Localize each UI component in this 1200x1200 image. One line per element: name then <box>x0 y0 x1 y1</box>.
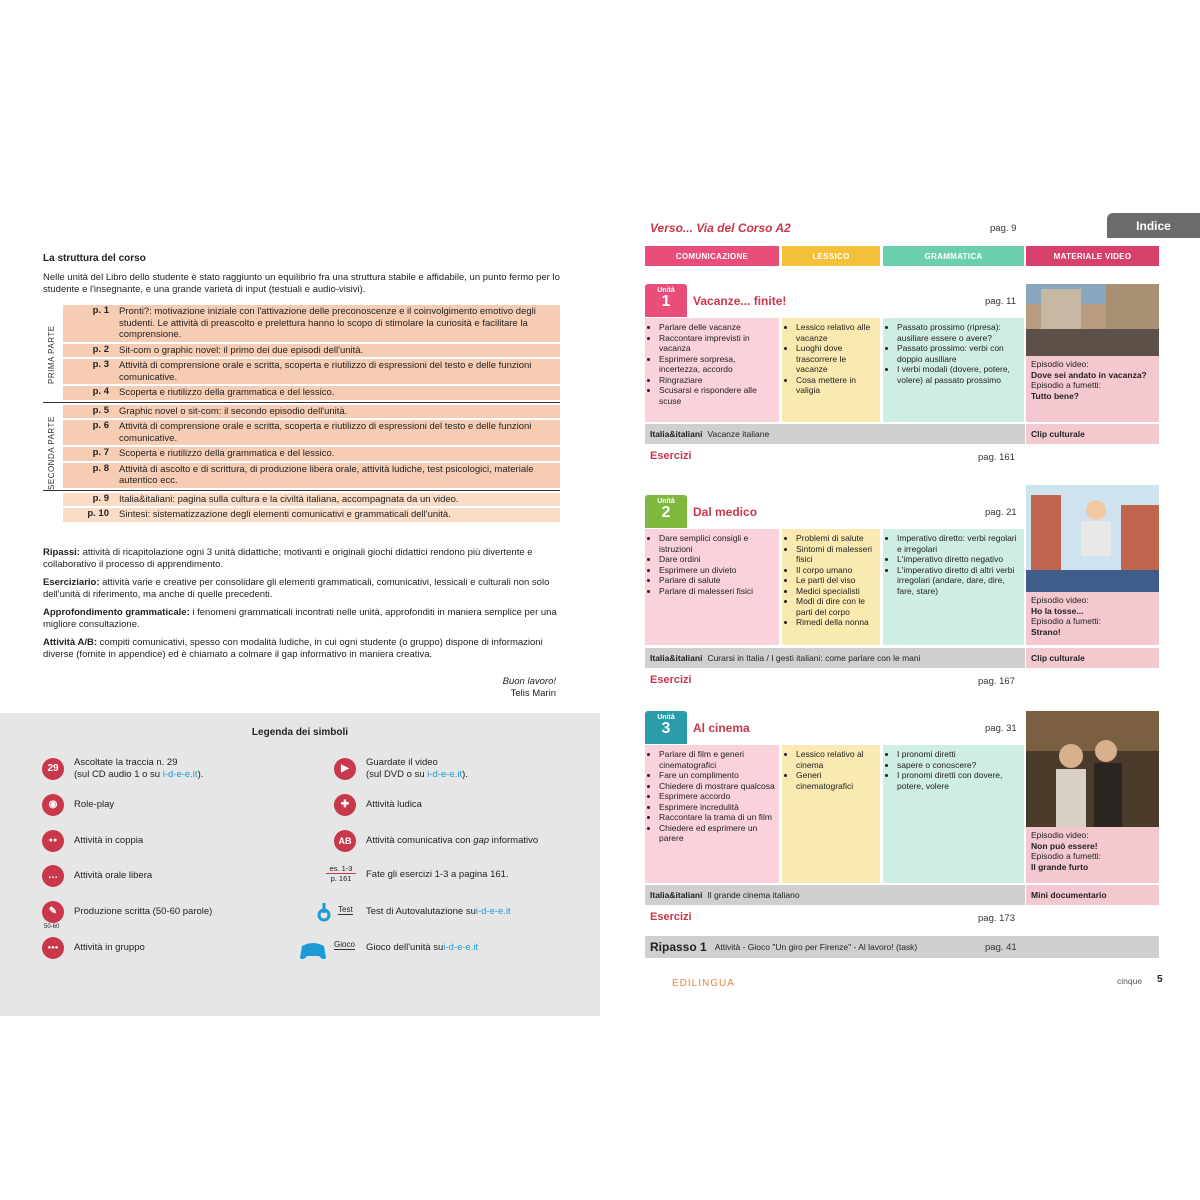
legend-item-gruppo: ●●● Attività in gruppo <box>42 937 145 959</box>
signature: Buon lavoro! Telis Marin <box>502 676 556 699</box>
part-row: p. 7 Scoperta e riutilizzo della grammatica e del lessico. <box>63 447 560 461</box>
list-item: • Generi cinematografici <box>796 770 876 791</box>
publisher-logo: EDILINGUA <box>672 978 735 989</box>
unit-2-clip: Clip culturale <box>1026 648 1159 668</box>
test-icon <box>313 900 335 922</box>
list-item: • Chiedere ed esprimere un parere <box>659 823 775 844</box>
list-item: • Esprimere incredulità <box>659 802 775 813</box>
gioco-label: Gioco <box>334 940 355 949</box>
list-item: • Dare semplici consigli e istruzioni <box>659 533 775 554</box>
unit-2-comunicazione <box>645 529 779 645</box>
list-item: • sapere o conoscere? <box>897 760 1020 771</box>
list-item: • Chiedere di mostrare qualcosa <box>659 781 775 792</box>
parts-table <box>43 305 560 524</box>
list-item: • Parlare di salute <box>659 575 775 586</box>
header-grammatica: GRAMMATICA <box>883 246 1024 266</box>
divider <box>43 402 560 403</box>
unit-1-lessico <box>782 318 880 422</box>
definitions <box>43 547 561 667</box>
unit-badge: Unità 3 <box>645 711 687 744</box>
idee-link[interactable]: i-d-e-e.it <box>162 769 198 780</box>
list-item: • Medici specialisti <box>796 586 876 597</box>
def-eserciziario: Eserciziario: attività varie e creative per consolidare gli elementi grammaticali, comunicativi, lessicali e culturali non solo dell'unità di riferimento, ma anche di quelle precedenti. <box>43 577 550 600</box>
unit-2-grammatica <box>883 529 1024 645</box>
ripasso-bar <box>645 936 1159 958</box>
idee-link[interactable]: i-d-e-e.it <box>427 769 463 780</box>
intro-text: Nelle unità del Libro dello studente è stato raggiunto un equilibrio fra una struttura stabile e affidabile, un punto fermo per lo studente e l'insegnante, e una grande varietà di input (testuali e audio-visivi). <box>43 272 560 295</box>
list-item: • Lessico relativo al cinema <box>796 749 876 770</box>
test-label: Test <box>338 905 353 914</box>
part-row: p. 6 Attività di comprensione orale e scritta, scoperta e riutilizzo di espressioni del testo e delle funzioni comunicative. <box>63 420 560 445</box>
prima-parte-label: PRIMA PARTE <box>47 325 56 384</box>
idee-link[interactable]: i-d-e-e.it <box>475 906 511 917</box>
header-lessico: LESSICO <box>782 246 880 266</box>
mask-icon: ◉ <box>42 794 64 816</box>
gamepad-icon <box>298 938 328 962</box>
ripasso-page: pag. 41 <box>985 942 1017 953</box>
part-row: p. 4 Scoperta e riutilizzo della grammatica e del lessico. <box>63 386 560 400</box>
video-icon: ▶ <box>334 758 356 780</box>
header-comunicazione: COMUNICAZIONE <box>645 246 779 266</box>
unit-3-grammatica <box>883 745 1024 883</box>
idee-link[interactable]: i-d-e-e.it <box>443 942 479 953</box>
unit-1-esercizi-page: pag. 161 <box>978 452 1015 463</box>
list-item: • Scusarsi e rispondere alle scuse <box>659 385 775 406</box>
headphones-icon: 29 <box>42 758 64 780</box>
pencil-icon: ✎ <box>42 901 64 923</box>
def-ripassi: Ripassi: attività di ricapitolazione ogni 3 unità didattiche; motivanti e originali giochi didattici rendono più divertente e collaborativo il processo di apprendimento. <box>43 547 533 570</box>
legend-item-video: ▶ Guardate il video (sul DVD o su i-d-e-e.it). <box>334 757 468 781</box>
list-item: • Fare un complimento <box>659 770 775 781</box>
legend-item-test: Test di Autovalutazione su i-d-e-e.it <box>366 906 511 917</box>
unit-badge: Unità 2 <box>645 495 687 528</box>
indice-tab[interactable]: Indice <box>1107 213 1200 238</box>
list-item: • Dare ordini <box>659 554 775 565</box>
ab-icon: AB <box>334 830 356 852</box>
list-item: • Esprimere sorpresa, incertezza, accordo <box>659 354 775 375</box>
unit-2-esercizi-page: pag. 167 <box>978 676 1015 687</box>
list-item: • Rimedi della nonna <box>796 617 876 628</box>
part-row: p. 3 Attività di comprensione orale e scritta, scoperta e riutilizzo di espressioni del testo e delle funzioni comunicative. <box>63 359 560 384</box>
unit-title: Al cinema <box>693 721 750 735</box>
unit-3-header <box>645 711 1025 744</box>
list-item: • Ringraziare <box>659 375 775 386</box>
unit-2-video: Episodio video: Ho la tosse... Episodio a fumetti: Strano! <box>1026 592 1159 645</box>
list-item: • Problemi di salute <box>796 533 876 544</box>
list-item: • I pronomi diretti con dovere, potere, volere <box>897 770 1020 791</box>
struct-title: La struttura del corso <box>43 253 146 264</box>
unit-1-comunicazione <box>645 318 779 422</box>
unit-1-italia-bar: Italia&italiani Vacanze italiane <box>645 424 1025 444</box>
legend-item-scritta: ✎ Produzione scritta (50-60 parole) <box>42 901 212 923</box>
list-item: • Passato prossimo (ripresa): ausiliare essere o avere? <box>897 322 1020 343</box>
part-row: p. 10 Sintesi: sistematizzazione degli elementi comunicativi e grammaticali dell'unità. <box>63 508 560 522</box>
list-item: • Esprimere un divieto <box>659 565 775 576</box>
puzzle-icon: ✚ <box>334 794 356 816</box>
unit-page: pag. 21 <box>985 507 1017 518</box>
legend-item-coppia: ●● Attività in coppia <box>42 830 143 852</box>
page-word: cinque <box>1117 976 1143 986</box>
speech-bubble-icon: … <box>42 865 64 887</box>
unit-3-video: Episodio video: Non può essere! Episodio a fumetti: Il grande furto <box>1026 827 1159 883</box>
unit-2-photo <box>1026 485 1159 592</box>
legend-item-roleplay: ◉ Role-play <box>42 794 114 816</box>
list-item: • Lessico relativo alle vacanze <box>796 322 876 343</box>
list-item: • L'imperativo diretto negativo <box>897 554 1020 565</box>
group-icon: ●●● <box>42 937 64 959</box>
unit-1-video: Episodio video: Dove sei andato in vacanza? Episodio a fumetti: Tutto bene? <box>1026 356 1159 422</box>
list-item: • Il corpo umano <box>796 565 876 576</box>
unit-page: pag. 11 <box>985 296 1016 307</box>
page-number: 5 <box>1157 974 1163 985</box>
legend-title: Legenda dei simboli <box>251 727 349 738</box>
part-row: p. 8 Attività di ascolto e di scrittura, di produzione libera orale, attività ludiche, test psicologici, materiale autentico ecc. <box>63 463 560 488</box>
list-item: • I verbi modali (dovere, potere, volere) al passato prossimo <box>897 364 1020 385</box>
unit-3-clip: Mini documentario <box>1026 885 1159 905</box>
legend-item-gioco: Gioco dell'unità su i-d-e-e.it <box>366 942 479 953</box>
unit-2-header <box>645 495 1025 528</box>
unit-3-esercizi: Esercizi <box>650 911 692 923</box>
def-attivita-ab: Attività A/B: compiti comunicativi, spesso con modalità ludiche, in cui ogni studente (o gruppo) dispone di informazioni diverse (fornite in appendice) ed è chiamato a colmare il gap informativo in maniera creativa. <box>43 637 543 660</box>
unit-2-esercizi: Esercizi <box>650 674 692 686</box>
list-item: • L'imperativo diretto di altri verbi irregolari (andare, dare, dire, fare, stare) <box>897 565 1020 597</box>
header-materiale-video: MATERIALE VIDEO <box>1026 246 1159 266</box>
legend-item-ab: AB Attività comunicativa con gap informativo <box>334 830 538 852</box>
list-item: • Le parti del viso <box>796 575 876 586</box>
legend-item-esercizi: Fate gli esercizi 1-3 a pagina 161. <box>366 869 509 880</box>
list-item: • Imperativo diretto: verbi regolari e irregolari <box>897 533 1020 554</box>
pair-icon: ●● <box>42 830 64 852</box>
list-item: • Passato prossimo: verbi con doppio ausiliare <box>897 343 1020 364</box>
unit-1-header <box>645 284 1025 317</box>
divider <box>43 490 560 491</box>
unit-1-esercizi: Esercizi <box>650 450 692 462</box>
unit-page: pag. 31 <box>985 723 1017 734</box>
legend-item-audio: 29 Ascoltate la traccia n. 29 (sul CD audio 1 o su i-d-e-e.it). <box>42 757 203 781</box>
list-item: • Modi di dire con le parti del corpo <box>796 596 876 617</box>
unit-3-comunicazione <box>645 745 779 883</box>
list-item: • Esprimere accordo <box>659 791 775 802</box>
unit-3-photo <box>1026 711 1159 827</box>
list-item: • Cosa mettere in valigia <box>796 375 876 396</box>
unit-title: Dal medico <box>693 505 758 519</box>
legend-item-orale: … Attività orale libera <box>42 865 152 887</box>
def-approfondimento: Approfondimento grammaticale: i fenomeni grammaticali incontrati nelle unità, approfonditi in maniera semplice per una migliore consultazione. <box>43 607 557 630</box>
seconda-parte-label: SECONDA PARTE <box>47 416 56 490</box>
list-item: • Luoghi dove trascorrere le vacanze <box>796 343 876 375</box>
list-item: • Parlare delle vacanze <box>659 322 775 333</box>
part-row: p. 1 Pronti?: motivazione iniziale con l'attivazione delle preconoscenze e il coinvolgimento emotivo degli studenti. Le attività di preascolto e prelettura hanno lo scopo di stimolare la curiosità e facilitare la comprensione. <box>63 305 560 342</box>
exercise-ref-icon: es. 1-3 p. 161 <box>326 864 356 883</box>
list-item: • Raccontare imprevisti in vacanza <box>659 333 775 354</box>
verso-title: Verso... Via del Corso A2 <box>650 221 791 235</box>
list-item: • Sintomi di malesseri fisici <box>796 544 876 565</box>
verso-page: pag. 9 <box>990 223 1017 234</box>
unit-3-italia-bar: Italia&italiani Il grande cinema italiano <box>645 885 1025 905</box>
unit-badge: Unità 1 <box>645 284 687 317</box>
legend-item-ludica: ✚ Attività ludica <box>334 794 422 816</box>
unit-3-esercizi-page: pag. 173 <box>978 913 1015 924</box>
ripasso-title: Ripasso 1 <box>650 940 707 954</box>
list-item: • Parlare di malesseri fisici <box>659 586 775 597</box>
list-item: • Raccontare la trama di un film <box>659 812 775 823</box>
part-row: p. 5 Graphic novel o sit-com: il secondo episodio dell'unità. <box>63 405 560 419</box>
unit-1-clip: Clip culturale <box>1026 424 1159 444</box>
unit-3-lessico <box>782 745 880 883</box>
part-row: p. 2 Sit-com o graphic novel: il primo dei due episodi dell'unità. <box>63 344 560 358</box>
part-row: p. 9 Italia&italiani: pagina sulla cultura e la civiltà italiana, accompagnata da un video. <box>63 493 560 507</box>
unit-2-lessico <box>782 529 880 645</box>
unit-1-photo <box>1026 284 1159 356</box>
unit-1-grammatica <box>883 318 1024 422</box>
list-item: • Parlare di film e generi cinematografici <box>659 749 775 770</box>
unit-title: Vacanze... finite! <box>693 294 787 308</box>
word-count-label: 50-60 <box>44 924 60 930</box>
list-item: • I pronomi diretti <box>897 749 1020 760</box>
unit-2-italia-bar: Italia&italiani Curarsi in Italia / I gesti italiani: come parlare con le mani <box>645 648 1025 668</box>
ripasso-text: Attività - Gioco "Un giro per Firenze" - Al lavoro! (task) <box>714 942 918 952</box>
